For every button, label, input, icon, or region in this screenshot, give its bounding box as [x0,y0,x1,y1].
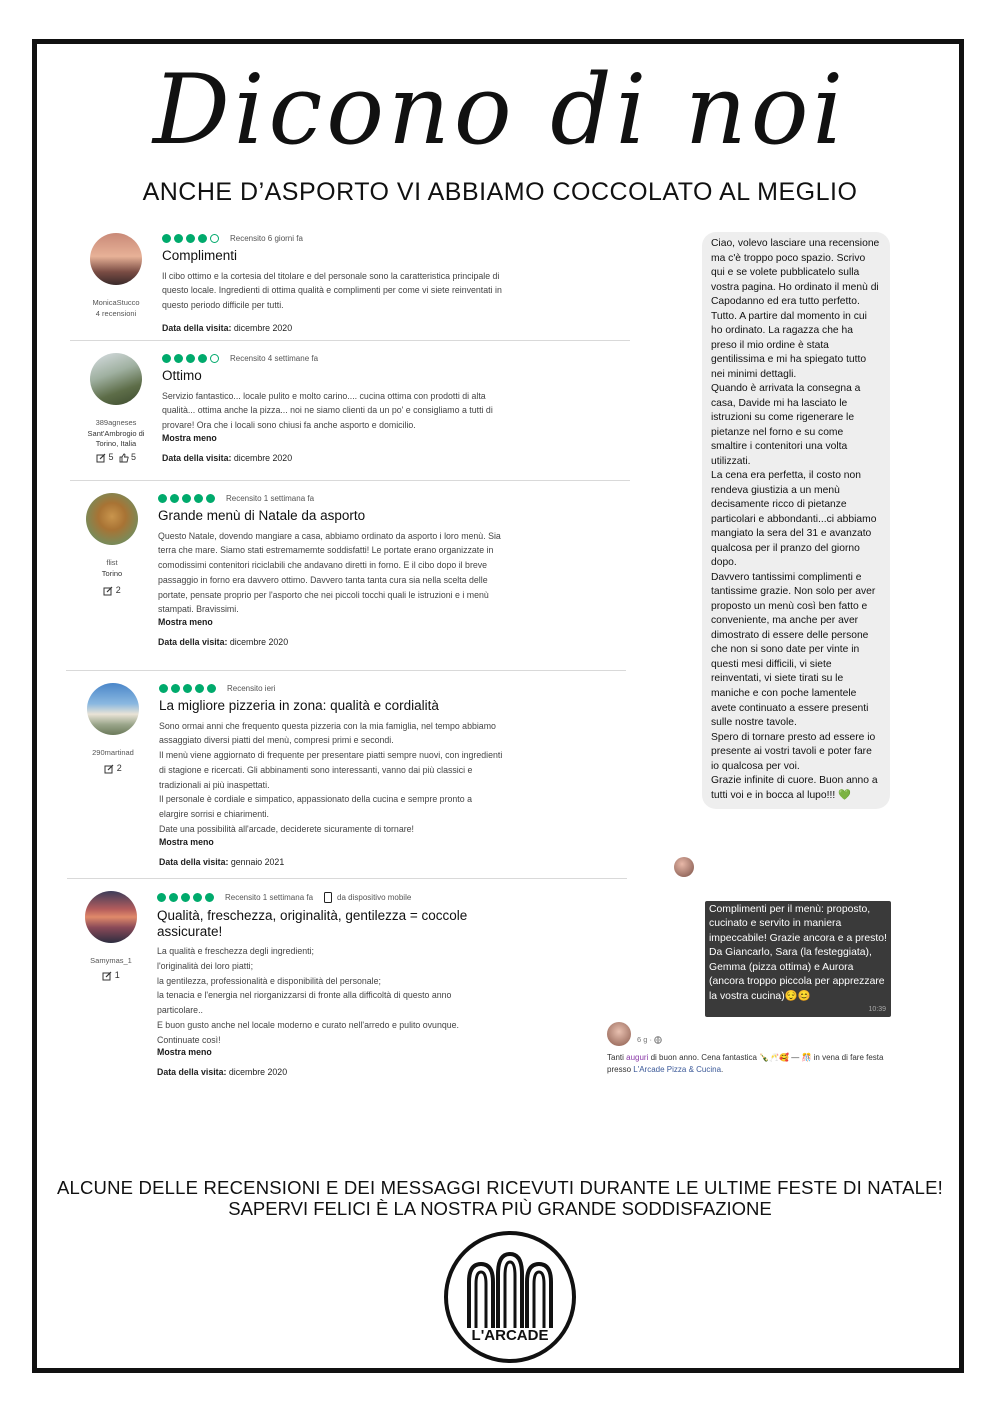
footer-line-2: SAPERVI FELICI È LA NOSTRA PIÙ GRANDE SODDISFAZIONE [228,1198,772,1219]
dark-message-text: Complimenti per il menù: proposto, cucinato e servito in maniera impeccabile! Grazie ancora e a presto! Da Giancarlo, Sara (la festeggiata), Gemma (pizza ottima) e Aurora (ancora troppo piccola per apprezzare la vostra cucina)😌😊 [709,904,887,1002]
review-text: Servizio fantastico... locale pulito e molto carino.... cucina ottima con prodotti di alta qualità... ottima anche la pizza... noi ne siamo clienti da un po' e consigliamo a tutti di provare! Ora che i locali sono chiusi fa anche asporto e domicilio. [162,390,493,431]
rating-bubble-icon [186,354,195,363]
message-time: 10:39 [868,1006,886,1014]
contribution-count: 2 [115,585,121,595]
sender-avatar [674,857,694,877]
visit-value: gennaio 2021 [230,856,285,867]
rating-bubble-icon [157,893,166,902]
post-time [637,1035,662,1044]
contribution-stats [65,970,157,981]
rating-bubble-icon [183,684,192,693]
user-avatar [86,493,138,545]
rating-bubble-icon [170,494,179,503]
rating-bubble-icon [195,684,204,693]
show-less-link[interactable]: Mostra meno [157,1047,212,1058]
thumbs-up-icon [119,453,129,463]
review-username: MonicaStucco [92,298,140,307]
edit-icon [103,586,113,596]
review-text: Questo Natale, dovendo mangiare a casa, abbiamo ordinato da asporto i loro menù. Sia terra che mare. Siamo stati estremamemte soddisfatti! Le portate erano organizzate in comodissimi contenitori riciclabili che andavano diretti in forno. E il cibo dopo il breve passaggio in forno era davvero ottimo. Davvero tanta tanta cura sia nella scelta delle portate, pensate proprio per l'asporto che nei piccoli tocchi quali le istruzioni e i menù stampati. Bravissimi. [158,530,501,615]
review-title[interactable]: La migliore pizzeria in zona: qualità e cordialità [159,698,439,713]
post-author-avatar[interactable] [607,1022,631,1046]
contribution-count: 1 [114,970,120,980]
rating-bubbles [162,234,622,243]
review-card [66,488,626,671]
rating-bubble-icon [174,234,183,243]
review-title[interactable]: Grande menù di Natale da asporto [158,508,366,523]
visit-date [162,323,622,333]
visit-label: Data della visita: [157,1067,227,1078]
post-text-part: di buon anno. Cena fantastica 🍾🥂🥰 — 🎊 in vena di fare festa presso [607,1053,884,1074]
review-card [67,678,627,879]
larcade-logo [443,1230,577,1364]
review-title[interactable]: Complimenti [162,248,238,263]
rating-bubble-icon [182,494,191,503]
contribution-count: 2 [116,763,122,773]
contribution-stats [66,585,158,596]
user-avatar [90,353,142,405]
post-text-part: Tanti [607,1053,627,1062]
review-date: Recensito 6 giorni fa [230,234,303,243]
rating-bubble-icon [159,684,168,693]
visit-label: Data della visita: [159,856,229,867]
review-date: Recensito 1 settimana fa [226,494,315,503]
rating-bubble-empty-icon [210,354,219,363]
chat-message-bubble [702,232,890,809]
rating-bubble-icon [206,494,215,503]
review-username: 290martinad [92,748,134,757]
visit-date [162,453,622,463]
show-less-link[interactable]: Mostra meno [158,617,213,628]
place-link[interactable]: L'Arcade Pizza & Cucina [633,1065,722,1074]
visit-value: dicembre 2020 [233,322,293,333]
edit-icon [104,764,114,774]
page-title: Dicono di noi [152,54,848,166]
green-heart-icon: 💚 [838,789,851,801]
post-time-text: 6 g · [637,1035,655,1044]
user-avatar [90,233,142,285]
hashtag-link[interactable]: auguri [626,1053,649,1062]
rating-bubble-icon [162,234,171,243]
rating-bubble-icon [198,354,207,363]
contribution-stats [67,763,159,774]
review-text: La qualità e freschezza degli ingredienti; l'originalità dei loro piatti; la gentilezza, professionalità e disponibilità del personale; la tenacia e l'energia nel riorganizzarsi di fronte alla difficoltà di questo anno particolare.. E buon gusto anche nel locale moderno e curato nell'arredo e pulito ovunque. Continuate così! [157,946,459,1045]
page-subtitle: ANCHE D’ASPORTO VI ABBIAMO COCCOLATO AL MEGLIO [142,178,858,206]
rating-bubble-empty-icon [210,234,219,243]
rating-bubble-icon [181,893,190,902]
visit-label: Data della visita: [158,637,228,648]
visit-value: dicembre 2020 [228,1067,288,1078]
rating-bubbles [162,354,622,363]
visit-date [157,1067,617,1077]
chat-message-text: Ciao, volevo lasciare una recensione ma c'è troppo poco spazio. Scrivo qui e se volete pubblicatelo sulla vostra pagina. Ho ordinato il menù di Capodanno ed era tutto perfetto. Tutto. A partire dal momento in cui ho ordinato. La ragazza che ha preso il mio ordine è stata gentilissima e mi ha spiegato tutto nei minimi dettagli. Quando è arrivata la consegna a casa, Davide mi ha lasciato le istruzioni su come rigenerare le pietanze nel forno e su come smaltire i contenitori una volta utilizzati. La cena era perfetta, il costo non rendeva giustizia a un menù decisamente ricco di pietanze particolari e abbondanti...ci abbiamo mangiato la sera del 31 e avanzato qualcosa per il pranzo del giorno dopo. Davvero tantissimi complimenti e tantissime grazie. Non solo per aver proposto un menù così ben fatto e conveniente, ma anche per aver dimostrato di essere delle persone che non si sono date per vinte in questi mesi difficili, vi siete reinventati, vi siete tirati su le maniche e con poche lamentele avete continuato a essere presenti sulle nostre tavole. Spero di tornare presto ad essere io presente ai vostri tavoli e poter fare io qualcosa per voi. Grazie infinite di cuore. Buon anno a tutti voi e in bocca al lupo!!! [711,238,880,801]
review-card [70,228,630,341]
globe-icon [654,1036,662,1044]
rating-bubble-icon [207,684,216,693]
review-card [65,886,625,1086]
mobile-phone-icon [324,892,332,903]
rating-bubbles [158,494,618,503]
review-date: Recensito 1 settimana fa [225,893,314,902]
review-date: Recensito ieri [227,684,276,693]
rating-bubble-icon [194,494,203,503]
rating-bubble-icon [198,234,207,243]
review-text: Sono ormai anni che frequento questa pizzeria con la mia famiglia, nel tempo abbiamo assaggiato diversi piatti del menù, compresi primi e secondi. Il menù viene aggiornato di frequente per presentare piatti sempre nuovi, con ingredienti di stagione e ricercati. Gli abbinamenti sono interessanti, vanno dai più classici e tradizionali ai più inaspettati. Il personale è cordiale e simpatico, appassionato della cucina e sempre pronto a elargire sorrisi e chiarimenti. Date una possibilità all'arcade, deciderete sicuramente di tornare! [159,720,503,834]
rating-bubble-icon [186,234,195,243]
rating-bubble-icon [171,684,180,693]
review-title[interactable]: Ottimo [162,368,202,383]
rating-bubble-icon [162,354,171,363]
dark-message-bubble [705,901,891,1017]
rating-bubble-icon [158,494,167,503]
contribution-count: 5 [108,452,114,462]
review-username: flist [106,558,118,567]
review-text: Il cibo ottimo e la cortesia del titolare e del personale sono la caratteristica principale di questo locale. Ingredienti di ottima qualità e complimenti per come vi siete reinventati in questo periodo difficile per tutti. [162,270,502,311]
rating-bubble-icon [205,893,214,902]
visit-date [159,857,619,867]
edit-icon [102,971,112,981]
rating-bubble-icon [174,354,183,363]
edit-icon [96,453,106,463]
rating-bubble-icon [169,893,178,902]
show-less-link[interactable]: Mostra meno [162,432,217,443]
rating-bubble-icon [193,893,202,902]
review-date: Recensito 4 settimane fa [230,354,319,363]
rating-bubbles [157,892,617,903]
contribution-stats [70,452,162,463]
review-device: da dispositivo mobile [337,893,412,902]
review-user-info: 4 recensioni [95,309,137,318]
user-avatar [85,891,137,943]
footer-line-1: ALCUNE DELLE RECENSIONI E DEI MESSAGGI RICEVUTI DURANTE LE ULTIME FESTE DI NATALE! [56,1177,944,1198]
post-text [607,1052,907,1076]
review-title[interactable]: Qualità, freschezza, originalità, gentilezza = coccole assicurate! [157,908,468,939]
review-user-info: Torino [101,569,123,578]
visit-label: Data della visita: [162,452,232,463]
rating-bubbles [159,684,619,693]
visit-value: dicembre 2020 [229,637,289,648]
show-less-link[interactable]: Mostra meno [159,836,214,847]
post-text-part: . [721,1065,724,1074]
review-user-info: Sant'Ambrogio di Torino, Italia [87,429,145,448]
user-avatar [87,683,139,735]
visit-value: dicembre 2020 [233,452,293,463]
review-username: 389agneses [95,418,137,427]
review-username: Samymas_1 [90,956,132,965]
logo-text: L'ARCADE [471,1327,549,1344]
likes-count: 5 [131,452,137,462]
visit-label: Data della visita: [162,322,232,333]
visit-date [158,637,618,647]
review-card [70,348,630,481]
